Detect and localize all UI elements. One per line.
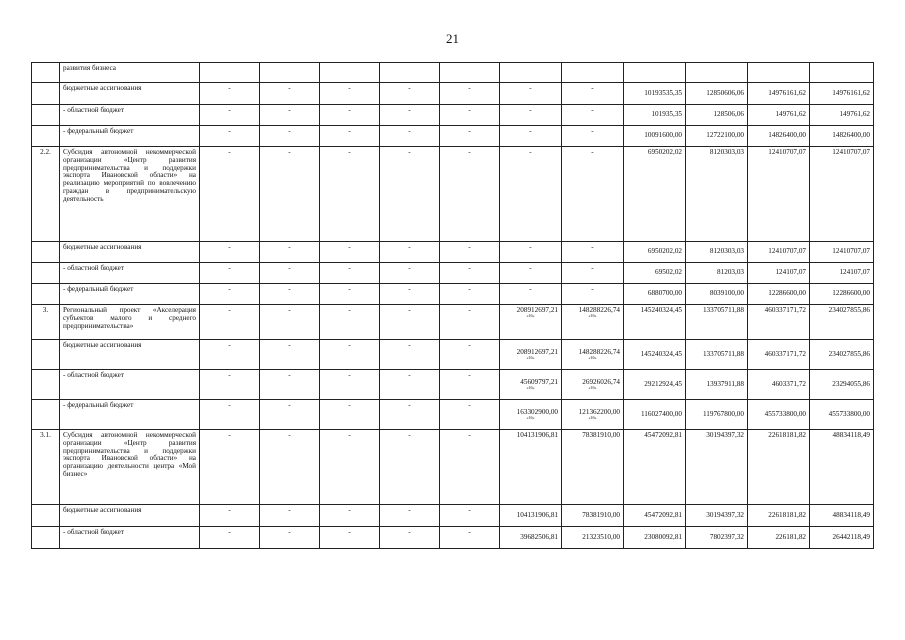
- value-cell: 23294055,86: [810, 370, 874, 400]
- value-cell: -: [562, 147, 624, 242]
- value-cell: -: [320, 305, 380, 340]
- value-cell: -: [500, 147, 562, 242]
- table-row: [32, 400, 874, 430]
- footnote-marker: «16»: [526, 414, 535, 420]
- value-cell: -: [380, 305, 440, 340]
- value-cell: -: [500, 242, 562, 263]
- row-number: [32, 83, 60, 105]
- value-cell: -: [440, 83, 500, 105]
- value-cell: -: [200, 400, 260, 430]
- value-cell: -: [440, 305, 500, 340]
- value-cell: 39682506,81: [500, 527, 562, 549]
- table-row: [32, 63, 874, 83]
- table-row: [32, 370, 874, 400]
- value-cell: 10091600,00: [624, 126, 686, 147]
- value-cell: 26442118,49: [810, 527, 874, 549]
- row-number: [32, 527, 60, 549]
- value-cell: 8120303,03: [686, 242, 748, 263]
- value-cell: [440, 63, 500, 83]
- row-number: [32, 242, 60, 263]
- row-description: развития бизнеса: [60, 63, 200, 83]
- value-cell: -: [380, 263, 440, 284]
- value-cell: -: [260, 105, 320, 126]
- value-cell: -: [200, 505, 260, 527]
- value-cell: 121362200,00 «16»: [562, 400, 624, 430]
- value-cell: 69502,02: [624, 263, 686, 284]
- value-cell: 104131906,81: [500, 505, 562, 527]
- value-cell: [320, 63, 380, 83]
- value-cell: 460337171,72: [748, 340, 810, 370]
- value-cell: 7802397,32: [686, 527, 748, 549]
- row-number: [32, 284, 60, 305]
- row-description: бюджетные ассигнования: [60, 83, 200, 105]
- row-number: [32, 370, 60, 400]
- value-cell: -: [260, 527, 320, 549]
- row-number: 3.: [32, 305, 60, 340]
- footnote-marker: «16»: [526, 384, 535, 390]
- footnote-marker: «16»: [588, 414, 597, 420]
- value-cell: 8039100,00: [686, 284, 748, 305]
- value-cell: -: [562, 284, 624, 305]
- value-cell: -: [500, 105, 562, 126]
- value-cell: -: [200, 83, 260, 105]
- value-cell: 145240324,45: [624, 340, 686, 370]
- value-cell: 29212924,45: [624, 370, 686, 400]
- value-cell: 208912697,21 «16»: [500, 305, 562, 340]
- value-cell: -: [320, 340, 380, 370]
- value-cell: -: [380, 370, 440, 400]
- footnote-marker: «16»: [526, 312, 535, 318]
- value-cell: 12410707,07: [810, 242, 874, 263]
- value-cell: -: [380, 83, 440, 105]
- value-cell: -: [440, 400, 500, 430]
- value-cell: -: [440, 126, 500, 147]
- value-cell: -: [440, 430, 500, 505]
- value-cell: -: [200, 242, 260, 263]
- value-cell: 14826400,00: [748, 126, 810, 147]
- footnote-marker: «16»: [526, 354, 535, 360]
- table-row: [32, 147, 874, 242]
- value-cell: -: [440, 340, 500, 370]
- value-cell: 14976161,62: [810, 83, 874, 105]
- row-description: - областной бюджет: [60, 370, 200, 400]
- value-cell: 455733800,00: [810, 400, 874, 430]
- row-number: [32, 340, 60, 370]
- value-cell: 226181,82: [748, 527, 810, 549]
- footnote-marker: «16»: [588, 384, 597, 390]
- value-cell: -: [320, 430, 380, 505]
- value-cell: 455733800,00: [748, 400, 810, 430]
- row-number: [32, 505, 60, 527]
- value-cell: -: [380, 527, 440, 549]
- value-cell: 45472092,81: [624, 505, 686, 527]
- value-cell: 26926026,74 «16»: [562, 370, 624, 400]
- value-cell: -: [260, 83, 320, 105]
- value-cell: -: [380, 340, 440, 370]
- row-number: [32, 105, 60, 126]
- value-cell: -: [320, 505, 380, 527]
- value-cell: 12286600,00: [810, 284, 874, 305]
- value-cell: 133705711,88: [686, 340, 748, 370]
- value-cell: -: [320, 83, 380, 105]
- value-cell: -: [320, 284, 380, 305]
- value-cell: -: [562, 105, 624, 126]
- value-cell: [686, 63, 748, 83]
- value-cell: -: [200, 305, 260, 340]
- value-cell: -: [440, 105, 500, 126]
- value-cell: -: [200, 263, 260, 284]
- footnote-marker: «16»: [588, 312, 597, 318]
- value-cell: -: [562, 83, 624, 105]
- value-cell: -: [260, 305, 320, 340]
- value-cell: 14826400,00: [810, 126, 874, 147]
- value-cell: -: [500, 284, 562, 305]
- value-cell: 460337171,72: [748, 305, 810, 340]
- value-cell: 6950202,02: [624, 242, 686, 263]
- value-cell: 149761,62: [810, 105, 874, 126]
- table-row: [32, 505, 874, 527]
- value-cell: [200, 63, 260, 83]
- value-cell: [562, 63, 624, 83]
- value-cell: -: [260, 126, 320, 147]
- value-cell: 12410707,07: [748, 242, 810, 263]
- value-cell: -: [260, 340, 320, 370]
- value-cell: 48834118,49: [810, 505, 874, 527]
- value-cell: -: [320, 126, 380, 147]
- value-cell: [260, 63, 320, 83]
- value-cell: 12410707,07: [810, 147, 874, 242]
- value-cell: -: [500, 126, 562, 147]
- value-cell: -: [260, 147, 320, 242]
- value-cell: 21323510,00: [562, 527, 624, 549]
- value-cell: [624, 63, 686, 83]
- value-cell: -: [440, 242, 500, 263]
- value-cell: -: [200, 340, 260, 370]
- value-cell: 208912697,21 «16»: [500, 340, 562, 370]
- table-row: [32, 527, 874, 549]
- value-cell: -: [562, 242, 624, 263]
- row-description: бюджетные ассигнования: [60, 340, 200, 370]
- value-cell: -: [200, 370, 260, 400]
- value-cell: -: [260, 400, 320, 430]
- table-row: [32, 430, 874, 505]
- table-row: [32, 284, 874, 305]
- value-cell: -: [200, 527, 260, 549]
- value-cell: 12410707,07: [748, 147, 810, 242]
- value-cell: -: [260, 370, 320, 400]
- value-cell: 30194397,32: [686, 505, 748, 527]
- value-cell: 12722100,00: [686, 126, 748, 147]
- value-cell: 6950202,02: [624, 147, 686, 242]
- value-cell: 10193535,35: [624, 83, 686, 105]
- value-cell: 234027855,86: [810, 340, 874, 370]
- value-cell: -: [260, 263, 320, 284]
- row-number: 3.1.: [32, 430, 60, 505]
- table-row: [32, 263, 874, 284]
- value-cell: -: [260, 430, 320, 505]
- row-description: - областной бюджет: [60, 527, 200, 549]
- value-cell: 104131906,81: [500, 430, 562, 505]
- value-cell: 101935,35: [624, 105, 686, 126]
- value-cell: -: [200, 284, 260, 305]
- row-description: Субсидия автономной некоммерческой организации «Центр развития предпринимательства и поддержки экспорта Ивановской области» на реализацию мероприятий по вовлечению граждан в предпринимательскую деятельность: [60, 147, 200, 242]
- value-cell: 8120303,03: [686, 147, 748, 242]
- value-cell: -: [380, 126, 440, 147]
- value-cell: 45609797,21 «16»: [500, 370, 562, 400]
- value-cell: 148288226,74 «16»: [562, 340, 624, 370]
- value-cell: 48834118,49: [810, 430, 874, 505]
- row-description: Субсидия автономной некоммерческой организации «Центр развития предпринимательства и поддержки экспорта Ивановской области» на организацию деятельности центра «Мой бизнес»: [60, 430, 200, 505]
- row-description: Региональный проект «Акселерация субъектов малого и среднего предпринимательства»: [60, 305, 200, 340]
- value-cell: 124107,07: [748, 263, 810, 284]
- value-cell: -: [380, 284, 440, 305]
- value-cell: 234027855,86: [810, 305, 874, 340]
- row-description: - областной бюджет: [60, 263, 200, 284]
- value-cell: -: [320, 400, 380, 430]
- value-cell: 13937911,88: [686, 370, 748, 400]
- row-description: - федеральный бюджет: [60, 284, 200, 305]
- value-cell: -: [440, 263, 500, 284]
- value-cell: -: [320, 263, 380, 284]
- value-cell: 133705711,88: [686, 305, 748, 340]
- value-cell: 6880700,00: [624, 284, 686, 305]
- value-cell: 23080092,81: [624, 527, 686, 549]
- value-cell: -: [260, 242, 320, 263]
- value-cell: 128506,06: [686, 105, 748, 126]
- value-cell: 124107,07: [810, 263, 874, 284]
- budget-table: [31, 62, 874, 549]
- value-cell: 12850606,06: [686, 83, 748, 105]
- value-cell: 12286600,00: [748, 284, 810, 305]
- value-cell: -: [440, 505, 500, 527]
- value-cell: -: [440, 147, 500, 242]
- value-cell: 14976161,62: [748, 83, 810, 105]
- value-cell: [380, 63, 440, 83]
- value-cell: 45472092,81: [624, 430, 686, 505]
- value-cell: 149761,62: [748, 105, 810, 126]
- footnote-marker: «16»: [588, 354, 597, 360]
- value-cell: 116027400,00: [624, 400, 686, 430]
- value-cell: -: [500, 263, 562, 284]
- row-description: - федеральный бюджет: [60, 126, 200, 147]
- value-cell: -: [440, 527, 500, 549]
- value-cell: 78381910,00: [562, 505, 624, 527]
- value-cell: 78381910,00: [562, 430, 624, 505]
- value-cell: -: [440, 370, 500, 400]
- value-cell: -: [320, 105, 380, 126]
- row-number: 2.2.: [32, 147, 60, 242]
- value-cell: -: [440, 284, 500, 305]
- value-cell: -: [562, 126, 624, 147]
- value-cell: 119767800,00: [686, 400, 748, 430]
- value-cell: -: [200, 430, 260, 505]
- row-number: [32, 63, 60, 83]
- table-row: [32, 340, 874, 370]
- value-cell: -: [380, 105, 440, 126]
- value-cell: -: [260, 284, 320, 305]
- value-cell: -: [380, 400, 440, 430]
- row-number: [32, 400, 60, 430]
- value-cell: -: [200, 126, 260, 147]
- row-description: бюджетные ассигнования: [60, 505, 200, 527]
- row-number: [32, 263, 60, 284]
- value-cell: -: [500, 83, 562, 105]
- value-cell: -: [380, 242, 440, 263]
- value-cell: -: [320, 242, 380, 263]
- value-cell: -: [380, 147, 440, 242]
- table-row: [32, 126, 874, 147]
- table-row: [32, 105, 874, 126]
- value-cell: -: [200, 105, 260, 126]
- value-cell: [500, 63, 562, 83]
- table-row: [32, 305, 874, 340]
- value-cell: 22618181,82: [748, 430, 810, 505]
- value-cell: -: [320, 527, 380, 549]
- value-cell: -: [562, 263, 624, 284]
- value-cell: 148288226,74 «16»: [562, 305, 624, 340]
- page-number: 21: [446, 31, 459, 46]
- value-cell: 81203,03: [686, 263, 748, 284]
- value-cell: 30194397,32: [686, 430, 748, 505]
- row-description: бюджетные ассигнования: [60, 242, 200, 263]
- row-description: - областной бюджет: [60, 105, 200, 126]
- value-cell: [810, 63, 874, 83]
- value-cell: 4603371,72: [748, 370, 810, 400]
- value-cell: -: [380, 505, 440, 527]
- value-cell: -: [260, 505, 320, 527]
- value-cell: -: [200, 147, 260, 242]
- row-number: [32, 126, 60, 147]
- value-cell: -: [380, 430, 440, 505]
- value-cell: 163302900,00 «16»: [500, 400, 562, 430]
- value-cell: 22618181,82: [748, 505, 810, 527]
- value-cell: [748, 63, 810, 83]
- value-cell: -: [320, 147, 380, 242]
- value-cell: 145240324,45: [624, 305, 686, 340]
- table-row: [32, 242, 874, 263]
- value-cell: -: [320, 370, 380, 400]
- table-row: [32, 83, 874, 105]
- row-description: - федеральный бюджет: [60, 400, 200, 430]
